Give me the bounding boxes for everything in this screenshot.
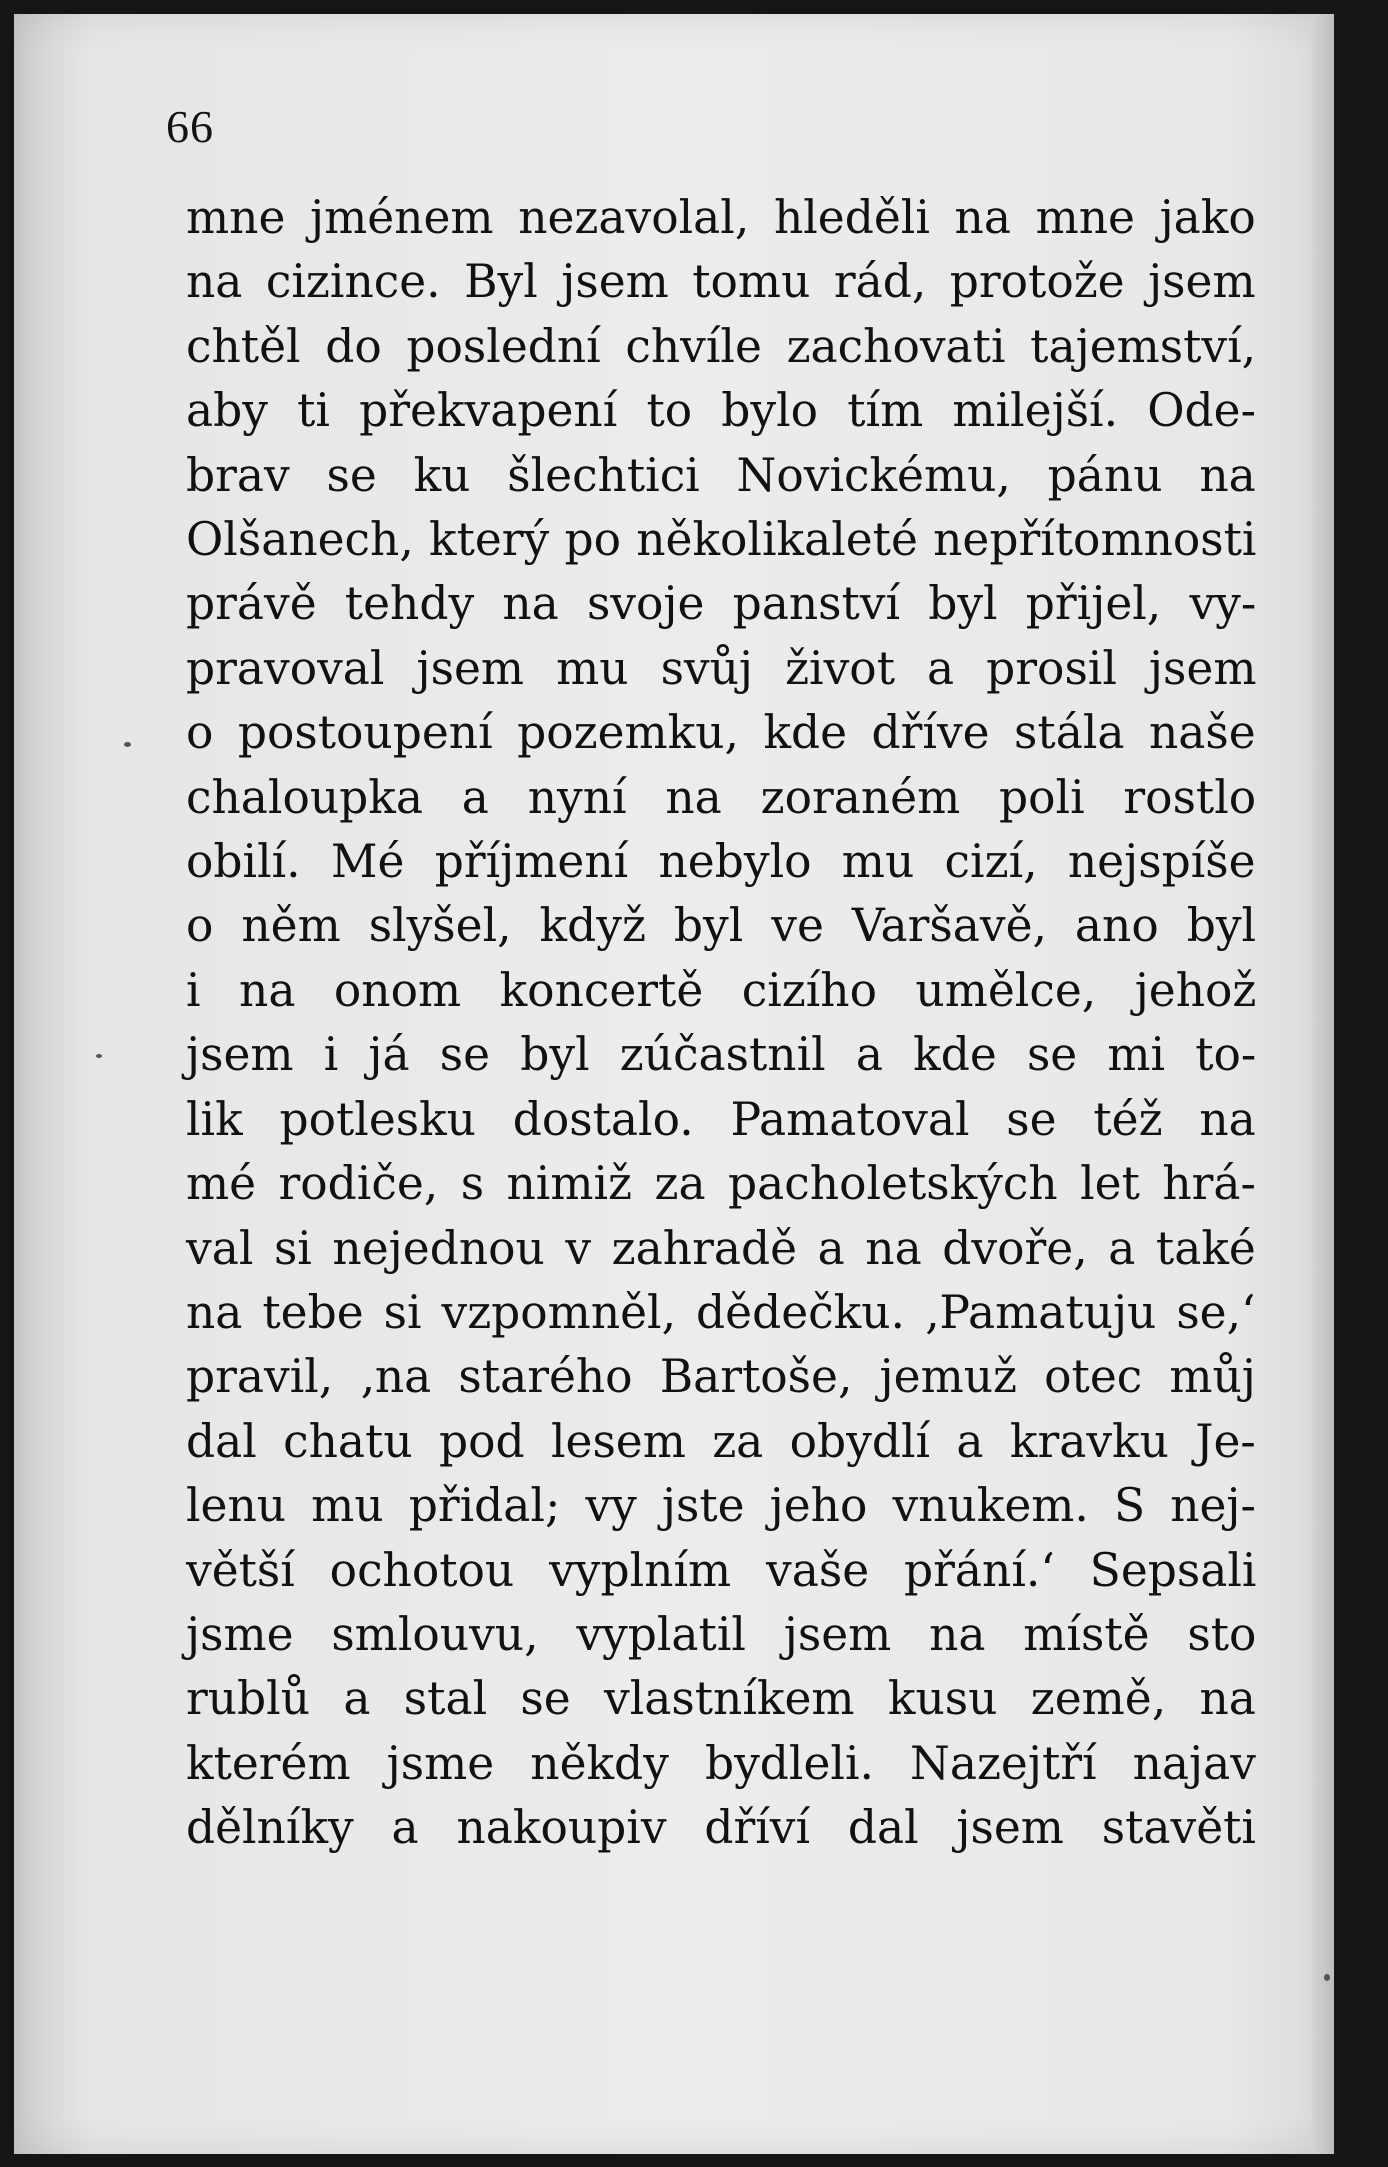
dust-speck (1324, 1974, 1330, 1981)
text-line: pravil, ‚na starého Bartoše, jemuž otec můj (186, 1350, 1256, 1404)
text-line: na cizince. Byl jsem tomu rád, protože jsem (186, 255, 1256, 309)
text-line: chaloupka a nyní na zoraném poli rostlo (186, 770, 1257, 824)
text-line: mé rodiče, s nimiž za pacholetských let hrá- (186, 1157, 1256, 1211)
text-line: aby ti překvapení to bylo tím milejší. Ode- (186, 384, 1256, 438)
text-line: jsem i já se byl zúčastnil a kde se mi to- (186, 1028, 1257, 1082)
text-line: o něm slyšel, když byl ve Varšavě, ano byl (186, 899, 1257, 953)
text-line: větší ochotou vyplním vaše přání.‘ Sepsali (186, 1543, 1257, 1597)
text-line: na tebe si vzpomněl, dědečku. ‚Pamatuju se,‘ (186, 1285, 1256, 1339)
book-page (14, 14, 1334, 2154)
text-line: o postoupení pozemku, kde dříve stála naše (186, 706, 1256, 760)
dust-speck (124, 742, 131, 747)
text-line: mne jménem nezavolal, hleděli na mne jako (186, 191, 1256, 244)
text-line: i na onom koncertě cizího umělce, jehož (186, 963, 1257, 1017)
text-line: dělníky a nakoupiv dříví dal jsem stavěti (186, 1801, 1256, 1855)
text-line: jsme smlouvu, vyplatil jsem na místě sto (186, 1607, 1257, 1661)
text-line: kterém jsme někdy bydleli. Nazejtří najav (186, 1736, 1256, 1790)
text-line: dal chatu pod lesem za obydlí a kravku Je- (186, 1414, 1256, 1468)
page-number: 66 (166, 101, 214, 152)
text-line: lik potlesku dostalo. Pamatoval se též na (186, 1092, 1256, 1146)
text-line: obilí. Mé příjmení nebylo mu cizí, nejspíše (186, 835, 1256, 889)
text-line: pravoval jsem mu svůj život a prosil jsem (186, 641, 1257, 695)
page-edge-shadow (1312, 14, 1334, 2154)
text-line: právě tehdy na svoje panství byl přijel, vy- (186, 577, 1257, 631)
text-line: brav se ku šlechtici Novickému, pánu na (186, 448, 1256, 502)
body-text (186, 186, 1256, 1861)
dust-speck (96, 1054, 102, 1058)
text-line: rublů a stal se vlastníkem kusu země, na (186, 1672, 1256, 1726)
text-line: Olšanech, který po několikaleté nepřítomnosti (186, 513, 1257, 567)
text-line: val si nejednou v zahradě a na dvoře, a také (186, 1221, 1256, 1275)
text-line: lenu mu přidal; vy jste jeho vnukem. S nej- (186, 1479, 1256, 1533)
text-line: chtěl do poslední chvíle zachovati tajemství, (186, 319, 1257, 373)
